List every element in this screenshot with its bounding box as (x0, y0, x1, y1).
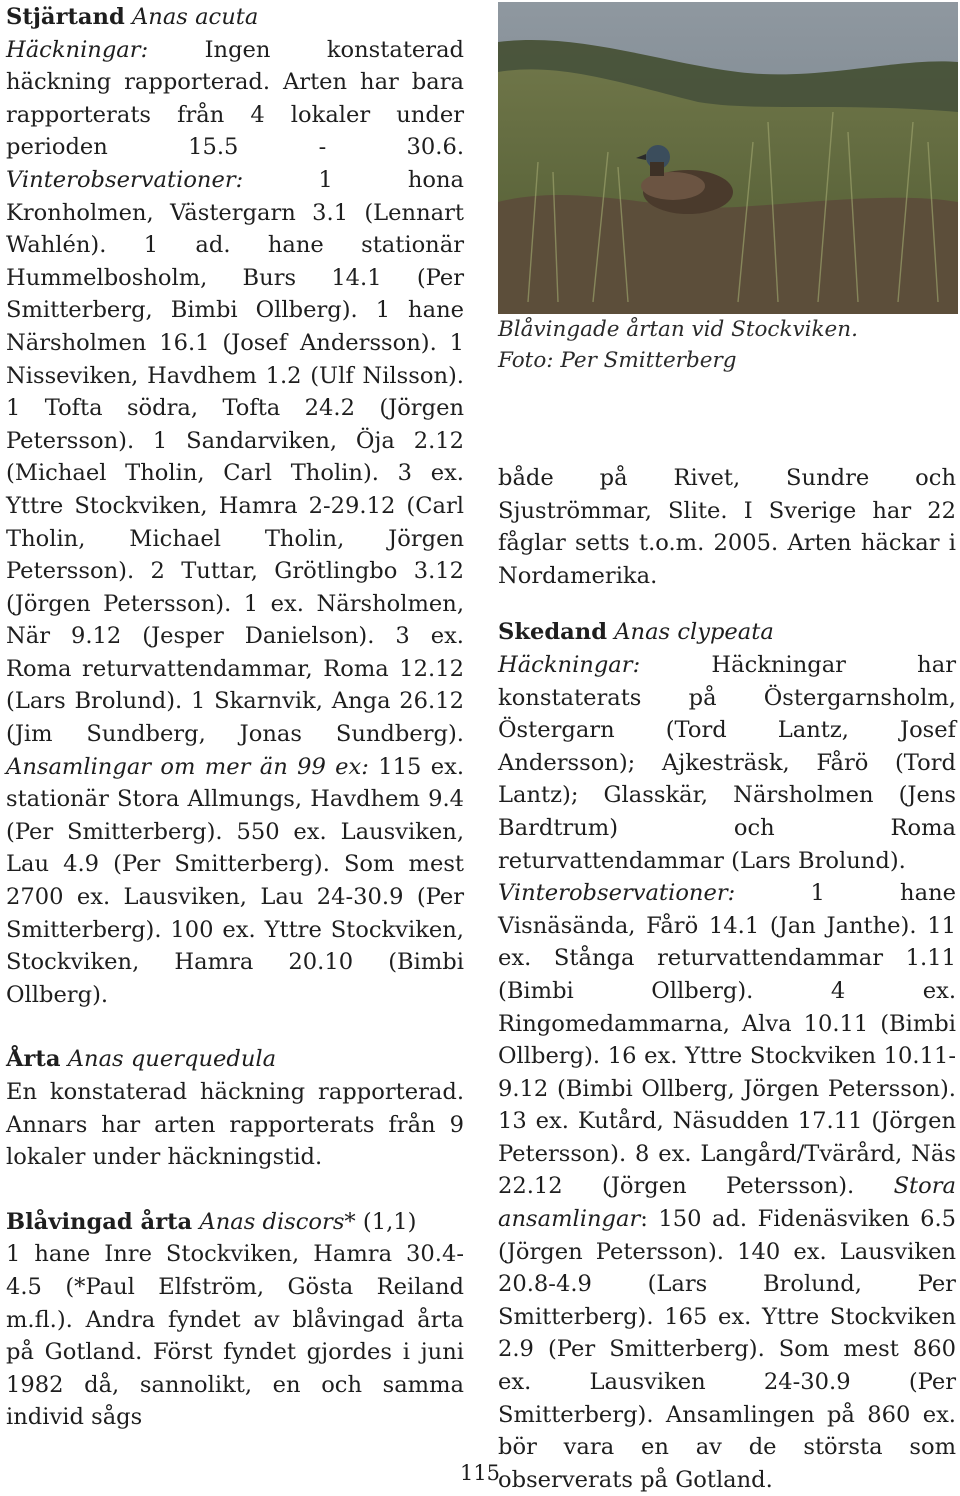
caption-line-1: Blåvingade årtan vid Stockviken. (498, 317, 858, 342)
gatherings-text-stjartand: 115 ex. stationär Stora Allmungs, Havdhem 9.4 (Per Smitterberg). 550 ex. Lausviken, Lau 4.9 (Per Smitterberg). Som mest 2700 ex. Lausviken, Lau 24-30.9 (Per Smitterberg). 100 ex. Yttre Stockviken, Stockviken, Hamra 20.10 (Bimbi Ollberg). (6, 753, 465, 1008)
breeding-text-skedand: Häckningar har konstaterats på Östergarnsholm, Östergarn (Tord Lantz, Josef Andersson); Ajkesträsk, Fårö (Tord Lantz); Glasskär, Närsholmen (Jens Bardtrum) och Roma returvattendammar (Lars Brolund). (498, 651, 956, 874)
count-blavingad: (1,1) (362, 1208, 417, 1235)
species-name-stjartand: Stjärtand (6, 4, 125, 30)
latin-name-skedand: Anas clypeata (614, 619, 774, 646)
duck-photo (498, 2, 958, 314)
stjartand-entry (6, 1, 464, 1011)
winter-label-skedand: Vinterobservationer: (498, 880, 736, 907)
latin-name-blavingad: Anas discors* (199, 1208, 356, 1235)
gatherings-label-stjartand: Ansamlingar om mer än 99 ex: (6, 753, 369, 780)
left-column (6, 1, 464, 1434)
winter-label-stjartand: Vinterobservationer: (6, 166, 244, 193)
large-text-skedand: 150 ad. Fidenäsviken 6.5 (Jörgen Petersson). 140 ex. Lausviken 20.8-4.9 (Lars Brolund, Per Smitterberg). 165 ex. Yttre Stockviken 2.9 (Per Smitterberg). Som mest 860 ex. Lausviken 24-30.9 (Per Smitterberg). Ansamlingen på 860 ex. bör vara en av de största som observerats på Gotland. (498, 1206, 956, 1493)
latin-name-arta: Anas querquedula (67, 1046, 277, 1073)
species-name-blavingad: Blåvingad årta (6, 1208, 193, 1235)
photo-caption (498, 314, 958, 376)
breeding-text-stjartand: Ingen konstaterad häckning rapporterad. Arten har bara rapporterats från 4 lokaler under perioden 15.5 - 30.6. (6, 36, 465, 161)
large-label-skedand: Stora ansamlingar (498, 1173, 956, 1233)
winter-text-skedand: 1 hane Visnäsända, Fårö 14.1 (Jan Janthe). 11 ex. Stånga returvattendammar 1.11 (Bimbi Ollberg). 4 ex. Ringomedammarna, Alva 10.11 (Bimbi Ollberg). 16 ex. Yttre Stockviken 10.11-9.12 (Bimbi Ollberg, Jörgen Petersson). 13 ex. Kutård, Näsudden 17.11 (Jörgen Petersson). 8 ex. Langård/Tvärård, Näs 22.12 (Jörgen Petersson). (498, 880, 956, 1200)
caption-line-2: Foto: Per Smitterberg (498, 348, 737, 373)
page-number: 115 (459, 1461, 501, 1485)
blavingad-entry (6, 1206, 464, 1434)
latin-name-stjartand: Anas acuta (131, 4, 259, 30)
winter-text-stjartand: 1 hona Kronholmen, Västergarn 3.1 (Lennart Wahlén). 1 ad. hane stationär Hummelbosholm, Burs 14.1 (Per Smitterberg, Bimbi Ollberg). 1 hane Närsholmen 16.1 (Josef Andersson). 1 Nisseviken, Havdhem 1.2 (Ulf Nilsson). 1 Tofta södra, Tofta 24.2 (Jörgen Petersson). 1 Sandarviken, Öja 2.12 (Michael Tholin, Carl Tholin). 3 ex. Yttre Stockviken, Hamra 2-29.12 (Carl Tholin, Michael Tholin, Jörgen Petersson). 2 Tuttar, Grötlingbo 3.12 (Jörgen Petersson). 1 ex. Närsholmen, När 9.12 (Jesper Danielson). 3 ex. Roma returvattendammar, Roma 12.12 (Lars Brolund). 1 Skarnvik, Anga 26.12 (Jim Sundberg, Jonas Sundberg). (6, 166, 464, 748)
skedand-entry: Skedand Anas clypeata Häckningar: Häckningar har konstaterats på Östergarnsholm, Östergarn (Tord Lantz, Josef Andersson); Ajkesträsk, Fårö (Tord Lantz); Glasskär, Närsholmen (Jens Bardtrum) och Roma returvattendammar (Lars Brolund). Vinterobservationer: 1 hane Visnäsända, Fårö 14.1 (Jan Janthe). 11 ex. Stånga returvattendammar 1.11 (Bimbi Ollberg). 4 ex. Ringomedammarna, Alva 10.11 (Bimbi Ollberg). 16 ex. Yttre Stockviken 10.11-9.12 (Bimbi Ollberg, Jörgen Petersson). 13 ex. Kutård, Näsudden 17.11 (Jörgen Petersson). 8 ex. Langård/Tvärård, Näs 22.12 (Jörgen Petersson). Stora ansamlingar: 150 ad. Fidenäsviken 6.5 (Jörgen Petersson). 140 ex. Lausviken 20.8-4.9 (Lars Brolund, Per Smitterberg). 165 ex. Yttre Stockviken 2.9 (Per Smitterberg). Som mest 860 ex. Lausviken 24-30.9 (Per Smitterberg). Ansamlingen på 860 ex. bör vara en av de största som observerats på Gotland. (498, 619, 956, 1493)
arta-entry (6, 1043, 464, 1173)
arta-text: En konstaterad häckning rapporterad. Annars har arten rapporterats från 9 lokaler under häckningstid. (6, 1079, 464, 1171)
breeding-label-stjartand: Häckningar: (6, 36, 149, 63)
right-column (498, 462, 956, 1496)
species-name-skedand: Skedand (498, 619, 608, 646)
breeding-label-skedand: Häckningar: (498, 651, 641, 678)
species-name-arta: Årta (6, 1046, 61, 1073)
blavingad-text: 1 hane Inre Stockviken, Hamra 30.4-4.5 (*Paul Elfström, Gösta Reiland m.fl.). Andra fyndet av blåvingad årta på Gotland. Först fyndet gjordes i juni 1982 då, sannolikt, en och samma individ sågs (6, 1241, 464, 1431)
blavingad-continuation: både på Rivet, Sundre och Sjuströmmar, Slite. I Sverige har 22 fåglar setts t.o.m. 2005. Arten häckar i Nordamerika. (498, 465, 956, 589)
